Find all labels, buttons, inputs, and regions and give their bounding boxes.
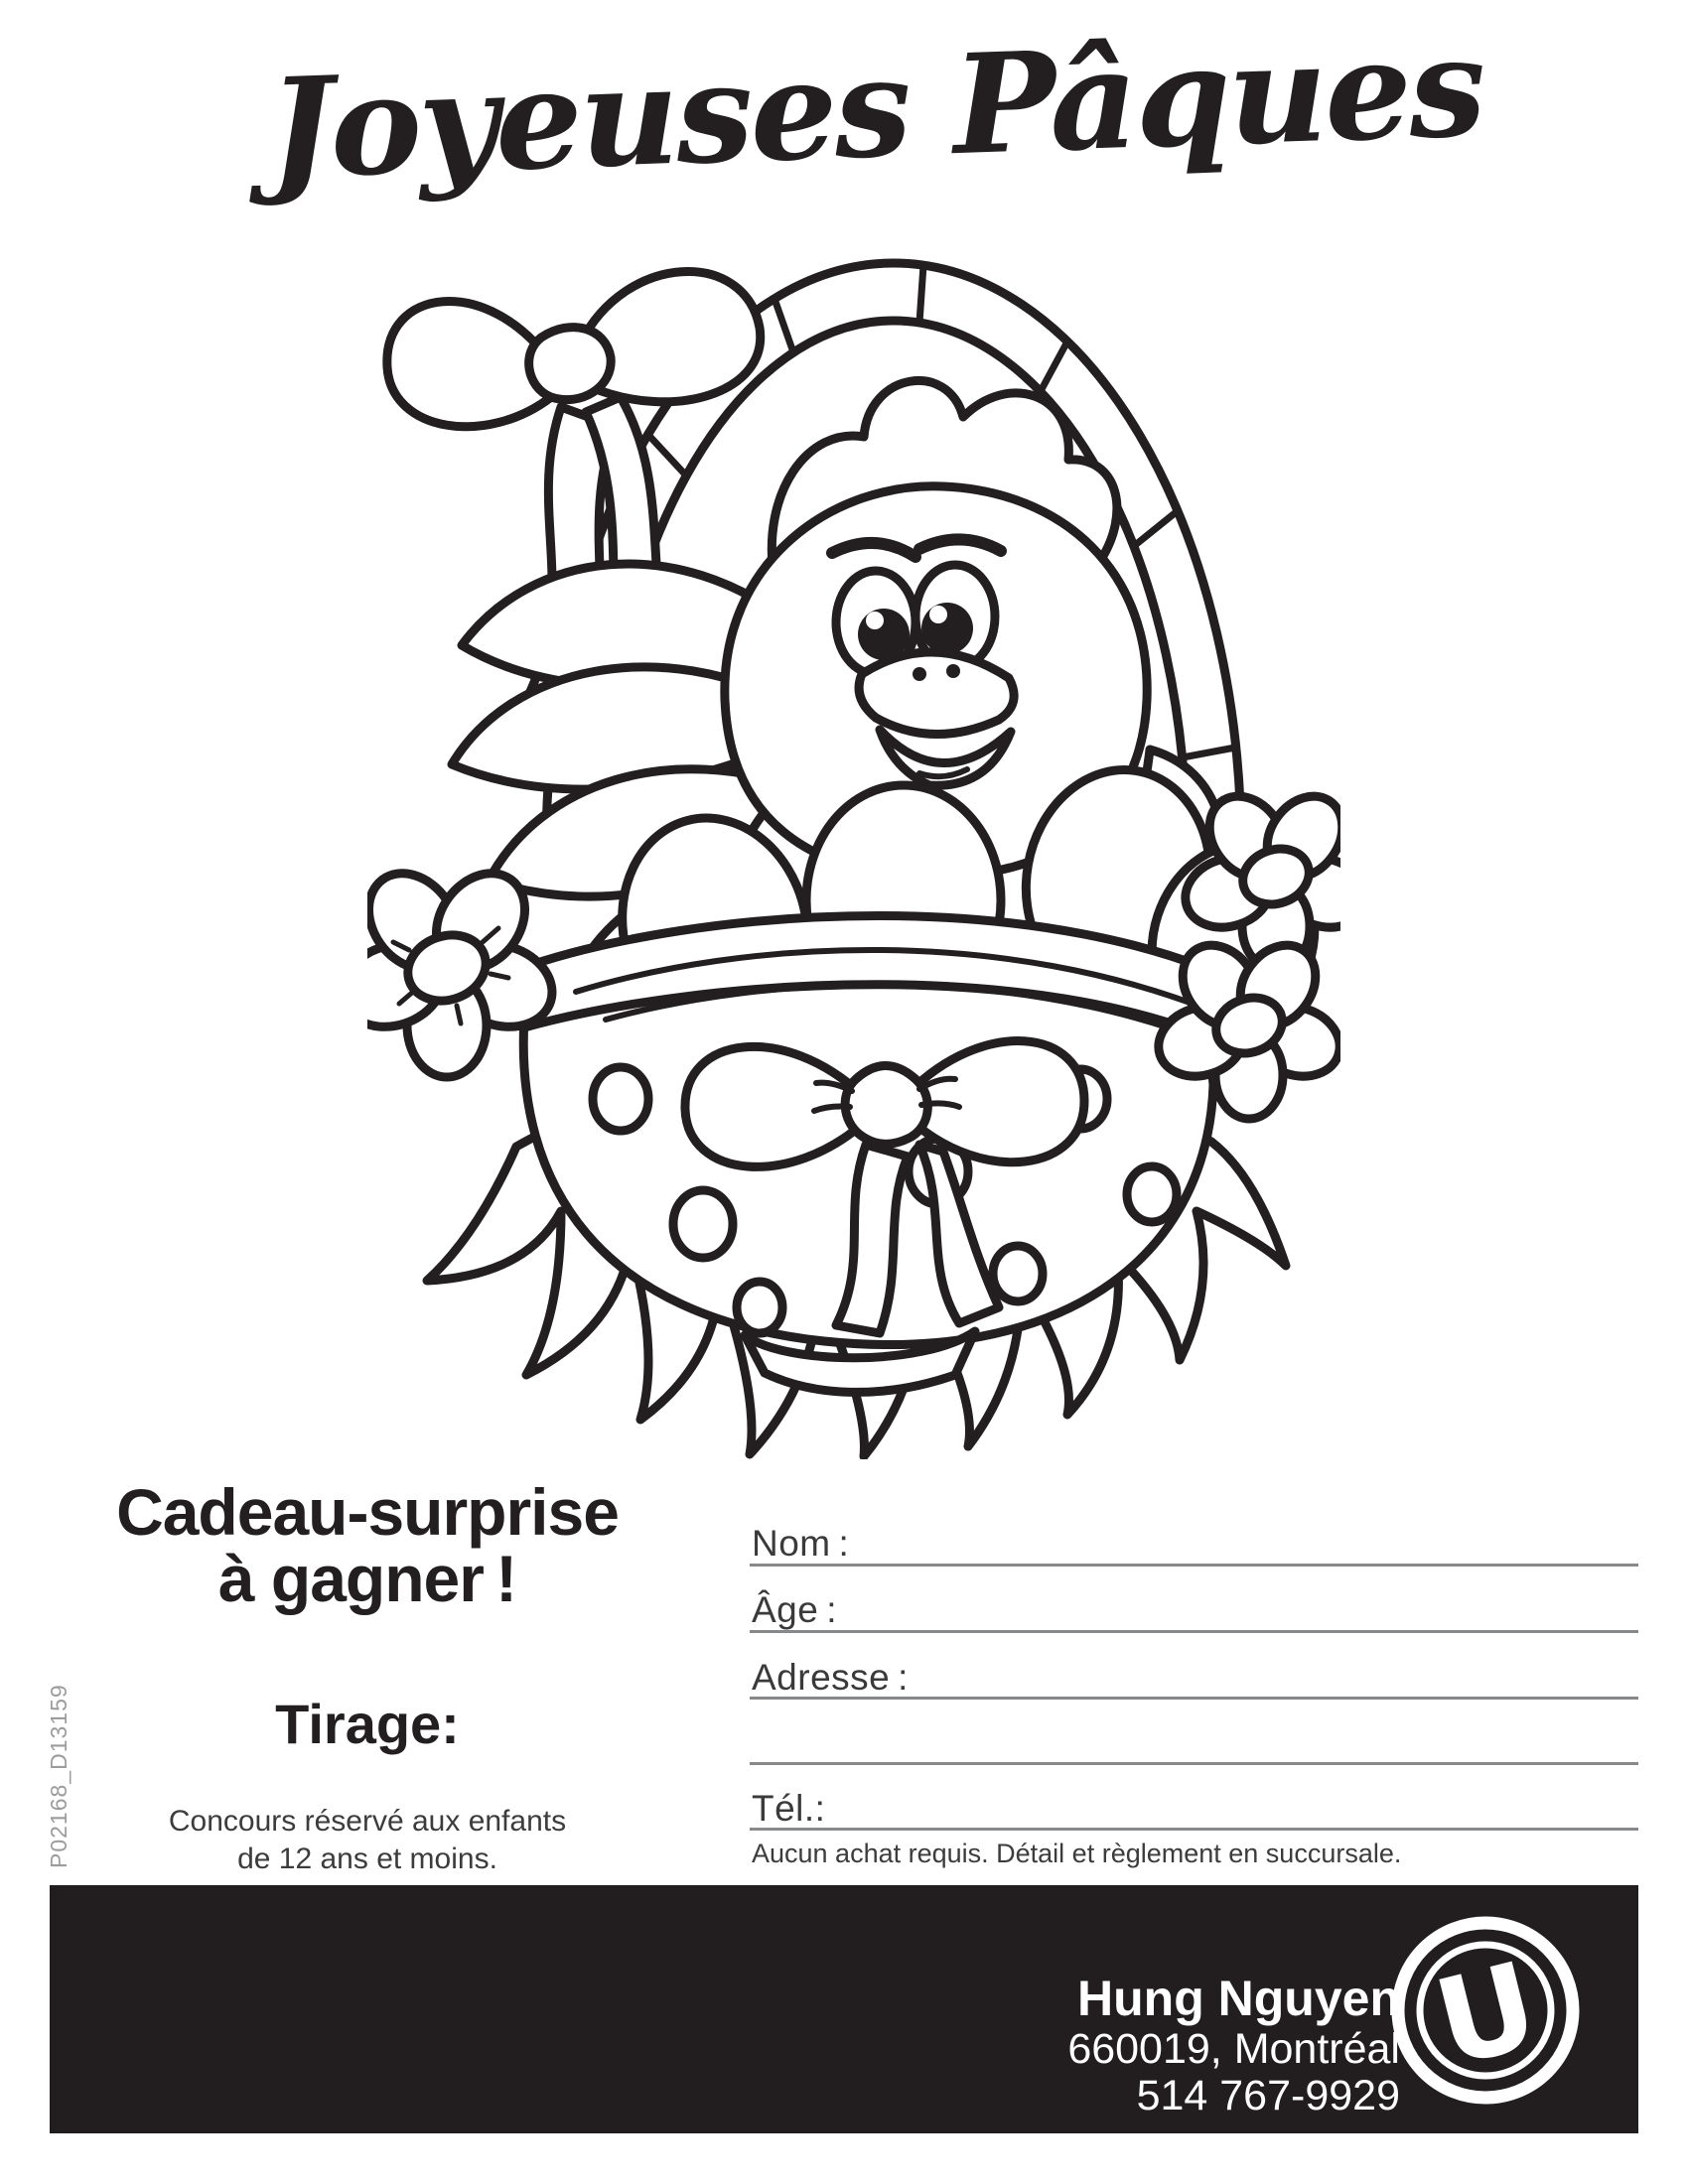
promo-headline-line2: à gagner ! [217,1542,517,1615]
u-logo [1386,1911,1585,2110]
draw-label: Tirage: [275,1693,460,1755]
store-phone: 514 767-9929 [1136,2072,1400,2119]
address-label: Adresse : [752,1657,909,1698]
phone-label: Tél.: [752,1788,826,1829]
phone-line [750,1828,1638,1831]
promo-headline [79,1475,655,1615]
u-logo-letter: U [1423,1937,1551,2095]
store-info [1067,1971,1400,2119]
store-name: Hung Nguyen [1077,1971,1400,2026]
promo-headline-line1: Cadeau-surprise [116,1475,619,1549]
easter-chick-illustration [367,233,1340,1459]
page-title: Joyeuses Pâques [265,5,1486,210]
age-line [750,1630,1638,1633]
address-line-1 [750,1697,1638,1700]
footer-bar [50,1885,1638,2133]
age-label: Âge : [752,1589,838,1630]
name-line [750,1564,1638,1567]
eligibility-line1: Concours réservé aux enfants [168,1805,567,1838]
form-disclaimer: Aucun achat requis. Détail et règlement en succursale. [752,1839,1402,1868]
eligibility-note [79,1803,655,1878]
eligibility-line2: de 12 ans et moins. [237,1843,497,1875]
production-code: P02168_D13159 [46,1684,71,1868]
address-line-2 [750,1762,1638,1765]
store-number-city: 660019, Montréal [1067,2025,1400,2073]
name-label: Nom : [752,1523,850,1564]
